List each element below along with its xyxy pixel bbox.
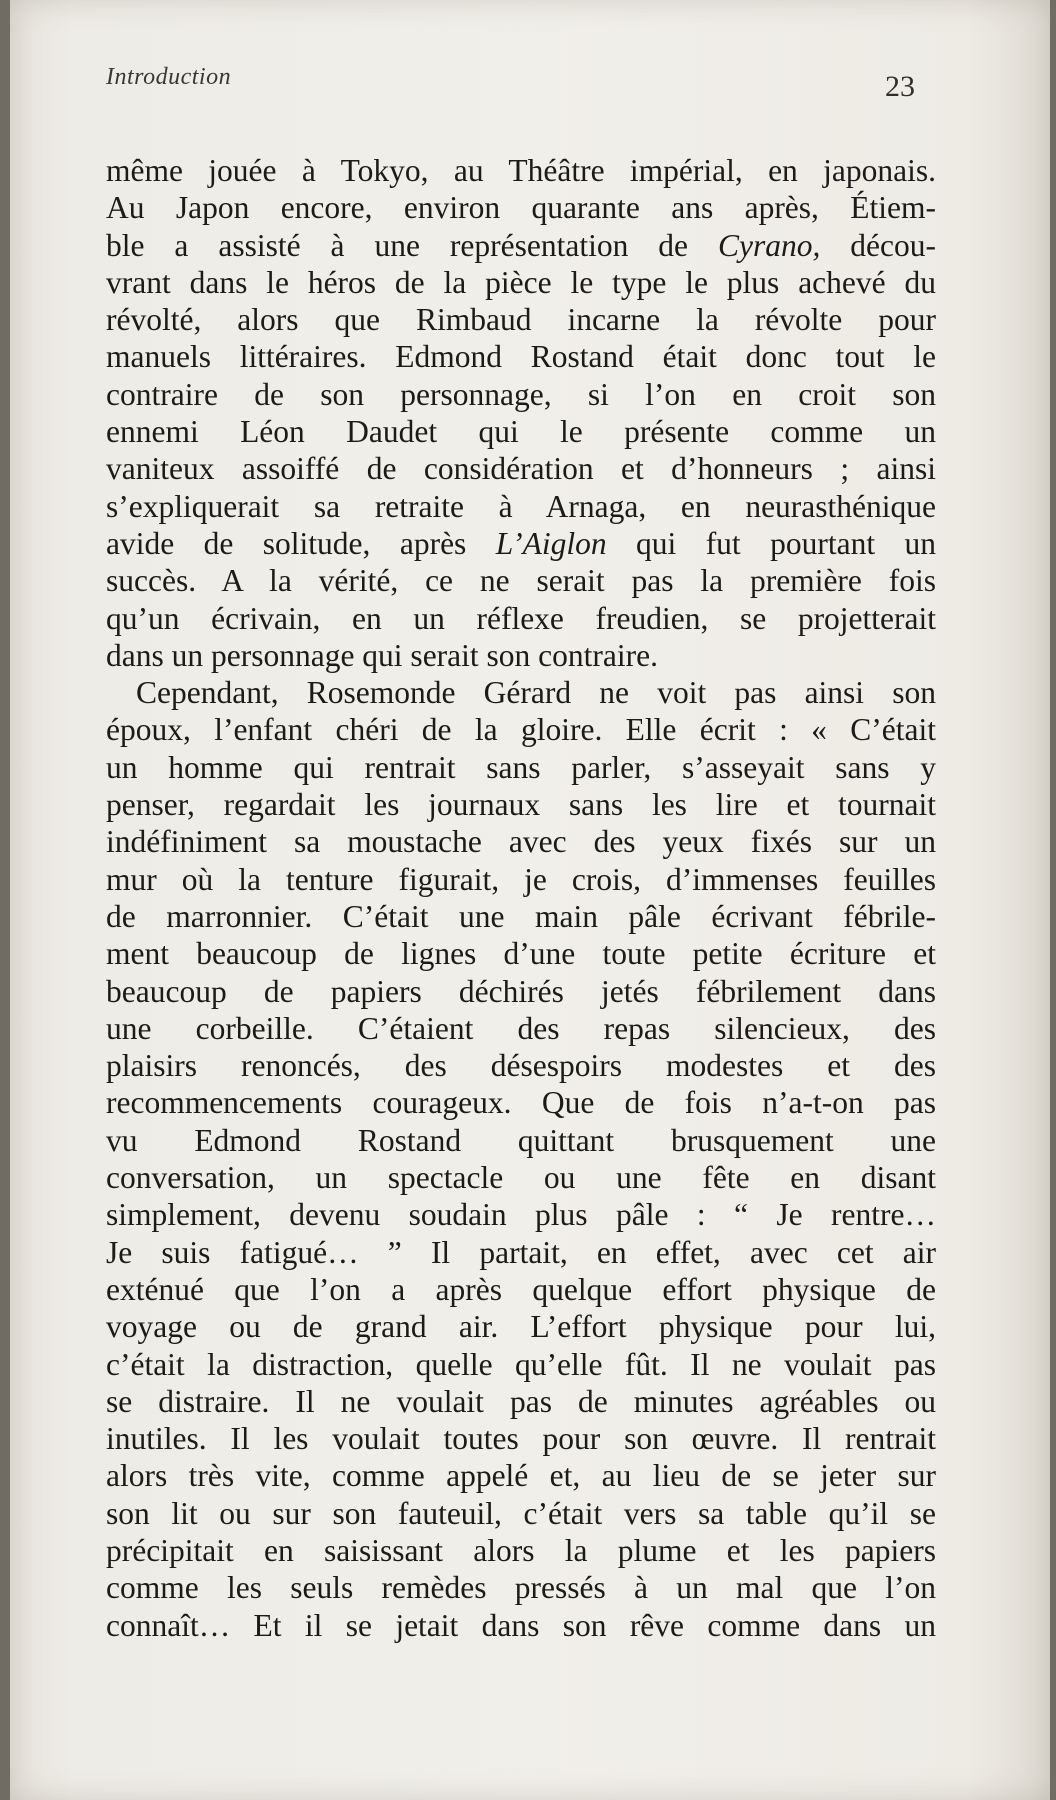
text-segment: avide de solitude, après bbox=[106, 525, 467, 561]
book-page bbox=[10, 0, 1050, 1800]
text-line: Je suis fatigué… ” Il partait, en effet, avec cet air bbox=[106, 1234, 936, 1270]
text-line: s’expliquerait sa retraite à Arnaga, en neurasthénique bbox=[106, 488, 936, 524]
text-line: mur où la tenture figurait, je crois, d’immenses feuilles bbox=[106, 861, 936, 897]
text-line: inutiles. Il les voulait toutes pour son œuvre. Il rentrait bbox=[106, 1421, 936, 1457]
text-segment: décou- bbox=[820, 227, 936, 263]
text-line: conversation, un spectacle ou une fête en disant bbox=[106, 1160, 936, 1196]
text-line: indéfiniment sa moustache avec des yeux fixés sur un bbox=[106, 824, 936, 860]
text-line: se distraire. Il ne voulait pas de minutes agréables ou bbox=[106, 1383, 936, 1419]
text-line: connaît… Et il se jetait dans son rêve comme dans un bbox=[106, 1607, 936, 1643]
text-line: Cependant, Rosemonde Gérard ne voit pas ainsi son bbox=[136, 675, 936, 711]
text-line: recommencements courageux. Que de fois n’a-t-on pas bbox=[106, 1085, 936, 1121]
text-segment: ble a assisté à une représentation de bbox=[106, 227, 689, 263]
text-line: même jouée à Tokyo, au Théâtre impérial, en japonais. bbox=[106, 153, 936, 188]
running-head: Introduction bbox=[106, 64, 232, 90]
text-line: alors très vite, comme appelé et, au lieu de se jeter sur bbox=[106, 1458, 936, 1494]
text-line: ment beaucoup de lignes d’une toute petite écriture et bbox=[106, 936, 936, 972]
text-line: une corbeille. C’étaient des repas silencieux, des bbox=[106, 1010, 936, 1046]
page-number: 23 bbox=[885, 70, 915, 103]
text-line: dans un personnage qui serait son contraire. bbox=[106, 637, 658, 673]
title-aiglon: L’Aiglon bbox=[495, 525, 607, 561]
text-line: manuels littéraires. Edmond Rostand était donc tout le bbox=[106, 339, 936, 375]
text-line: contraire de son personnage, si l’on en croit son bbox=[106, 376, 936, 412]
text-line: son lit ou sur son fauteuil, c’était vers sa table qu’il se bbox=[106, 1495, 936, 1531]
text-line: vu Edmond Rostand quittant brusquement une bbox=[106, 1122, 936, 1158]
text-line: ennemi Léon Daudet qui le présente comme un bbox=[106, 414, 936, 450]
text-line: c’était la distraction, quelle qu’elle fût. Il ne voulait pas bbox=[106, 1346, 936, 1382]
text-line: penser, regardait les journaux sans les lire et tournait bbox=[106, 787, 936, 823]
text-line: vrant dans le héros de la pièce le type le plus achevé du bbox=[106, 264, 936, 300]
text-line: comme les seuls remèdes pressés à un mal que l’on bbox=[106, 1570, 936, 1606]
text-line: exténué que l’on a après quelque effort physique de bbox=[106, 1271, 936, 1307]
text-line: époux, l’enfant chéri de la gloire. Elle écrit : « C’était bbox=[106, 712, 936, 748]
text-line: succès. A la vérité, ce ne serait pas la première fois bbox=[106, 563, 936, 599]
text-line: simplement, devenu soudain plus pâle : “ Je rentre… bbox=[106, 1197, 936, 1233]
text-line bbox=[106, 525, 936, 562]
text-line: plaisirs renoncés, des désespoirs modestes et des bbox=[106, 1048, 936, 1084]
text-line: qu’un écrivain, en un réflexe freudien, se projetterait bbox=[106, 600, 936, 636]
text-line bbox=[106, 227, 936, 264]
text-line: précipitait en saisissant alors la plume et les papiers bbox=[106, 1532, 936, 1568]
text-line: révolté, alors que Rimbaud incarne la révolte pour bbox=[106, 302, 936, 338]
text-line: un homme qui rentrait sans parler, s’asseyait sans y bbox=[106, 749, 936, 785]
text-line: beaucoup de papiers déchirés jetés fébrilement dans bbox=[106, 973, 936, 1009]
title-cyrano: Cyrano, bbox=[717, 227, 821, 263]
text-line: voyage ou de grand air. L’effort physique pour lui, bbox=[106, 1309, 936, 1345]
body-text bbox=[106, 152, 936, 1644]
text-line: vaniteux assoiffé de considération et d’honneurs ; ainsi bbox=[106, 451, 936, 487]
text-line: Au Japon encore, environ quarante ans après, Étiem- bbox=[106, 190, 936, 226]
text-line: de marronnier. C’était une main pâle écrivant fébrile- bbox=[106, 898, 936, 934]
text-segment: qui fut pourtant un bbox=[606, 525, 937, 561]
